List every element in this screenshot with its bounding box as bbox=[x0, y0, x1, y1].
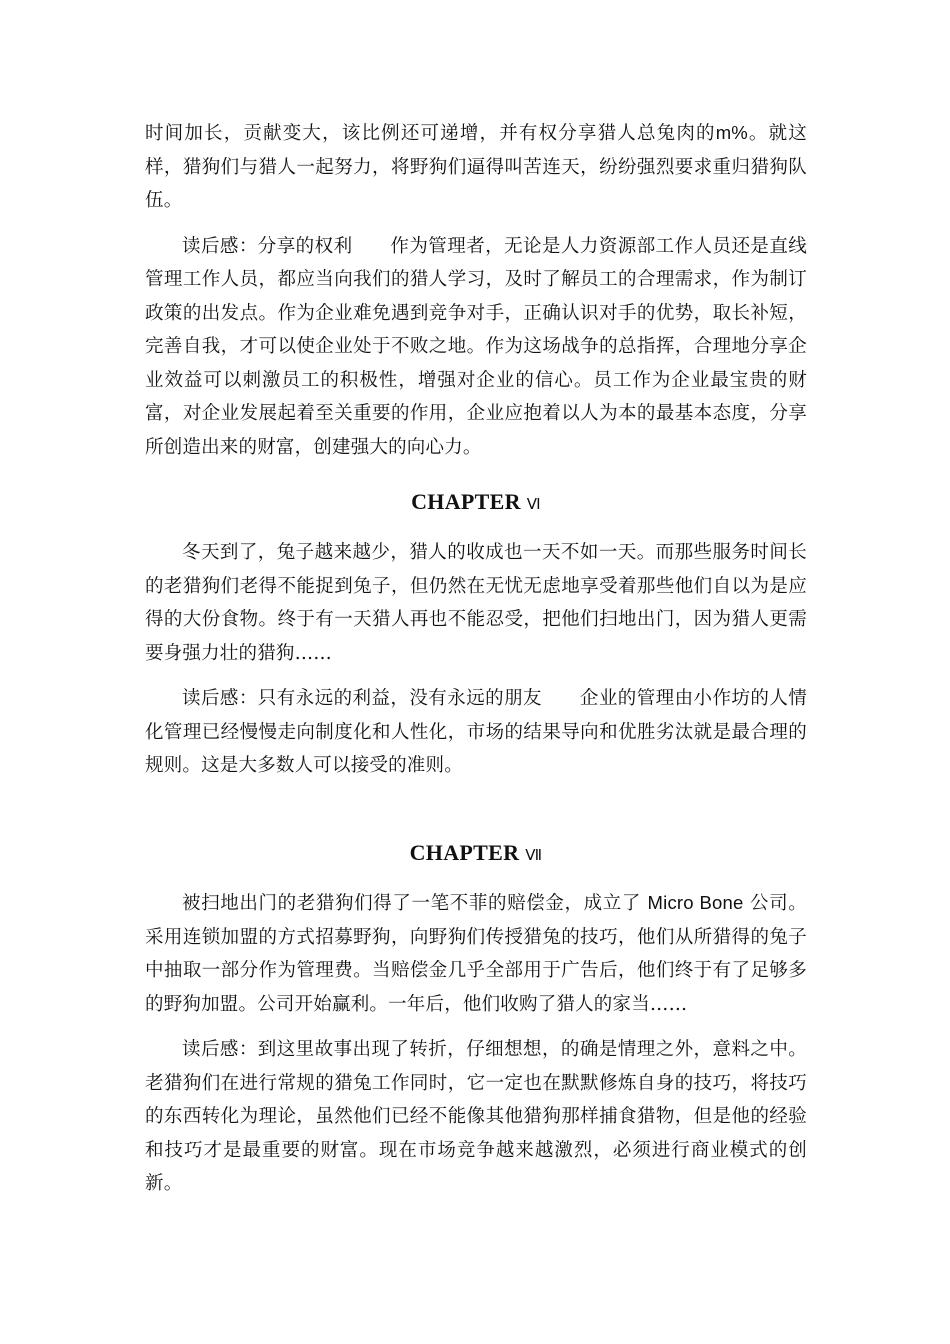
chapter-7-body bbox=[145, 886, 807, 1201]
chapter-numeral: Ⅵ bbox=[526, 496, 541, 513]
chapter-heading-6 bbox=[145, 487, 807, 520]
paragraph-text: 时间加长，贡献变大，该比例还可递增，并有权分享猎人总兔肉的 bbox=[145, 123, 716, 144]
paragraph-sharing-story-end bbox=[145, 116, 807, 218]
percentage-term: m% bbox=[715, 122, 748, 143]
chapter-numeral: Ⅶ bbox=[525, 847, 543, 864]
paragraph-micro-bone-story bbox=[145, 886, 807, 1021]
paragraph-reflection-interest: 读后感：只有永远的利益，没有永远的朋友 企业的管理由小作坊的人情化管理已经慢慢走向制度化和人性化，市场的结果导向和优胜劣汰就是最合理的规则。这是大多数人可以接受的准则。 bbox=[145, 688, 807, 776]
paragraph-winter-story: 冬天到了，兔子越来越少，猎人的收成也一天不如一天。而那些服务时间长的老猎狗们老得不能捉到兔子，但仍然在无忧无虑地享受着那些他们自以为是应得的大份食物。终于有一天猎人再也不能忍受，把他们扫地出门，因为猎人更需要身强力壮的猎狗…… bbox=[145, 542, 807, 664]
chapter-label: CHAPTER bbox=[409, 840, 520, 865]
chapter-6-body bbox=[145, 536, 807, 783]
chapter-label: CHAPTER bbox=[411, 489, 521, 514]
paragraph-reflection-turning-point: 读后感：到这里故事出现了转折，仔细想想，的确是情理之外，意料之中。老猎狗们在进行常规的猎兔工作同时，它一定也在默默修炼自身的技巧，将技巧的东西转化为理论，虽然他们已经不能像其他猎狗那样捕食猎物，但是他的经验和技巧才是最重要的财富。现在市场竞争越来越激烈，必须进行商业模式的创新。 bbox=[145, 1039, 807, 1194]
section-continuation bbox=[145, 116, 807, 464]
paragraph-text: 。就这样，猎狗们与猎人一起努力，将野狗们逼得叫苦连天，纷纷强烈要求重归猎狗队伍。 bbox=[145, 123, 807, 211]
paragraph-reflection-sharing: 读后感：分享的权利 作为管理者，无论是人力资源部工作人员还是直线管理工作人员，都应当向我们的猎人学习，及时了解员工的合理需求，作为制订政策的出发点。作为企业难免遇到竞争对手，正确认识对手的优势，取长补短，完善自我，才可以使企业处于不败之地。作为这场战争的总指挥，合理地分享企业效益可以刺激员工的积极性，增强对企业的信心。员工作为企业最宝贵的财富，对企业发展起着至关重要的作用，企业应抱着以人为本的最基本态度，分享所创造出来的财富，创建强大的向心力。 bbox=[145, 235, 807, 458]
company-name: Micro Bone bbox=[647, 892, 744, 913]
paragraph-text: 公司。采用连锁加盟的方式招募野狗，向野狗们传授猎兔的技巧，他们从所猎得的兔子中抽取一部分作为管理费。当赔偿金几乎全部用于广告后，他们终于有了足够多的野狗加盟。公司开始赢利。一年后，他们收购了猎人的家当…… bbox=[145, 893, 807, 1015]
chapter-heading-7 bbox=[145, 838, 807, 871]
paragraph-text: 被扫地出门的老猎狗们得了一笔不菲的赔偿金，成立了 bbox=[182, 893, 648, 914]
